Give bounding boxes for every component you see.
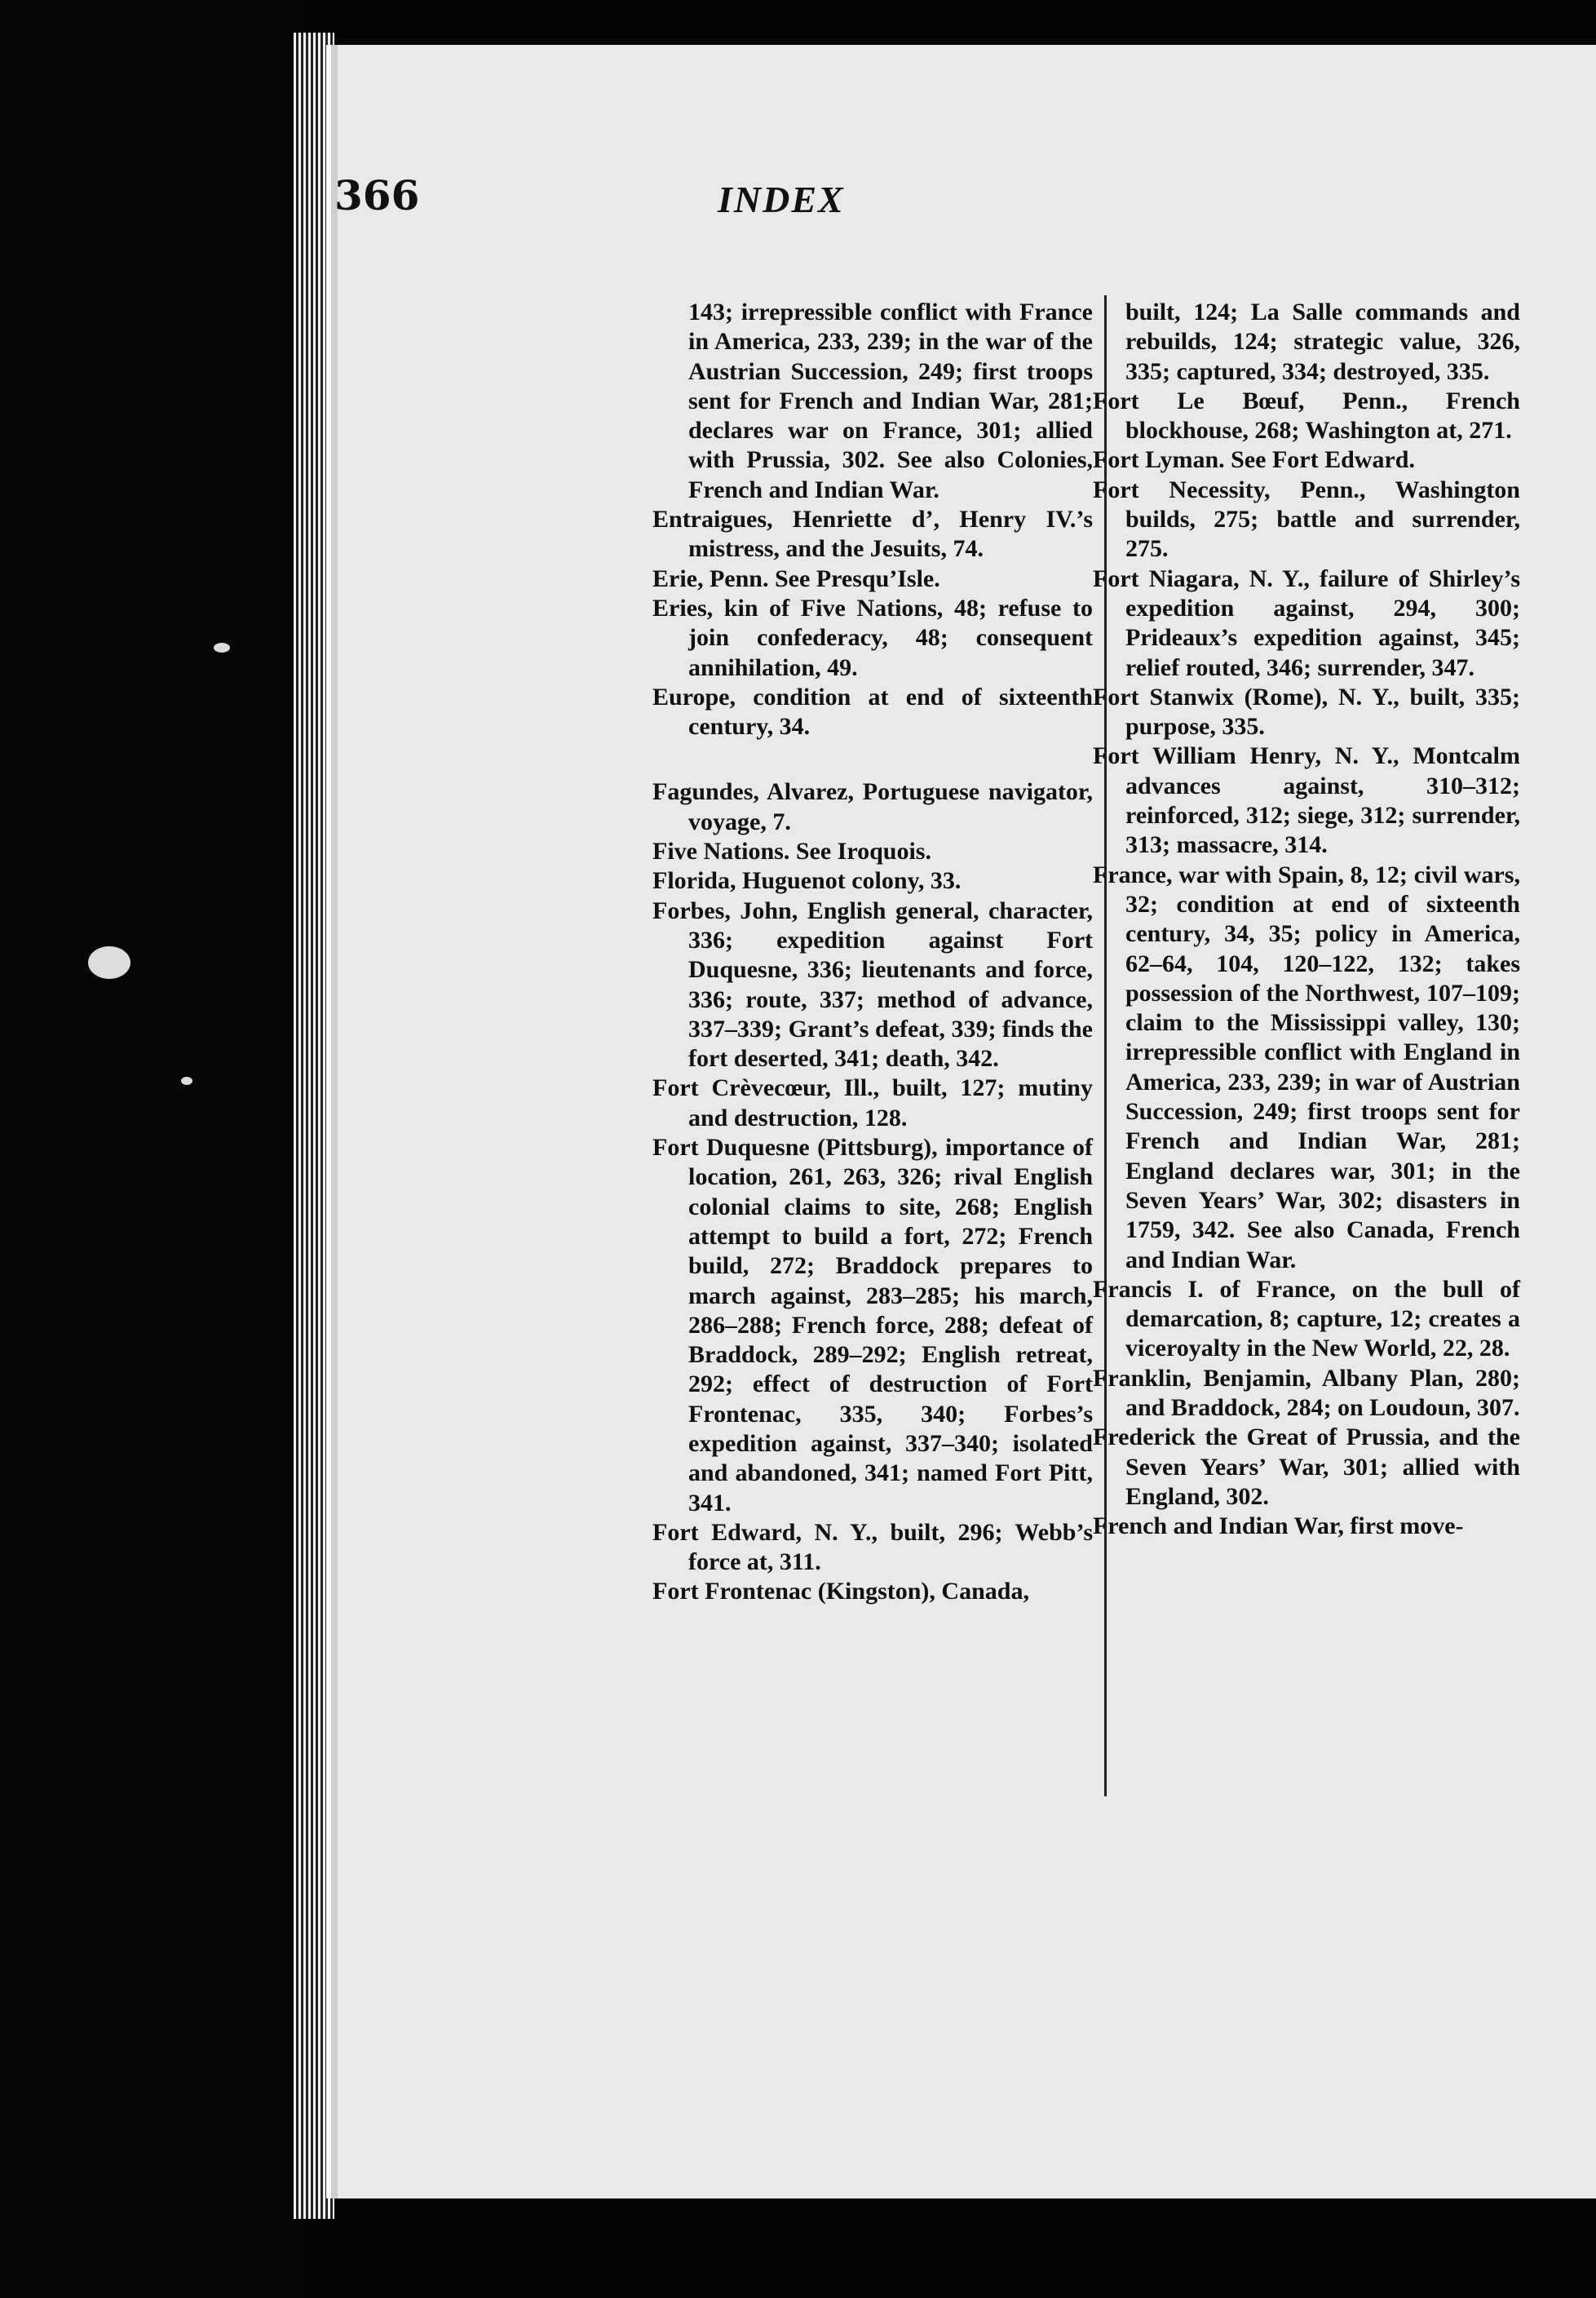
page-number: 366 [334,171,420,219]
index-entry: Fort Necessity, Penn., Washington builds, 275; battle and surrender, 275. [1093,476,1520,563]
index-entry: Fagundes, Alvarez, Portuguese navigator, voyage, 7. [652,778,1093,835]
index-entry: Eries, kin of Five Nations, 48; refuse to join confederacy, 48; consequent annihilation, 49. [652,594,1093,681]
index-entry: Fort Stanwix (Rome), N. Y., built, 335; purpose, 335. [1093,683,1520,741]
index-entry: Fort Frontenac (Kingston), Canada, [652,1578,1029,1605]
index-entry: Florida, Huguenot colony, 33. [652,867,962,895]
index-entry: Fort Lyman. See Fort Edward. [1093,446,1415,474]
index-column-right [1093,298,1520,1541]
dust-speck [181,1077,192,1085]
page-header [334,171,1231,245]
index-entry: Fort Le Bœuf, Penn., French blockhouse, 268; Washington at, 271. [1093,387,1520,445]
index-entry: Erie, Penn. See Presqu’Isle. [652,565,940,592]
page-gutter-edge [331,45,338,2198]
index-entry: Five Nations. See Iroquois. [652,838,931,866]
index-entry: French and Indian War, first move- [1093,1512,1464,1540]
index-entry: Fort Crèvecœur, Ill., built, 127; mutiny and destruction, 128. [652,1074,1093,1131]
index-entry: Frederick the Great of Prussia, and the Seven Years’ War, 301; allied with England, 302. [1093,1424,1520,1510]
dust-speck [88,946,130,979]
index-column-left [636,298,1093,1607]
index-entry: Francis I. of France, on the bull of demarcation, 8; capture, 12; creates a viceroyalty in the New World, 22, 28. [1093,1275,1520,1362]
index-entry: Entraigues, Henriette d’, Henry IV.’s mistress, and the Jesuits, 74. [652,506,1093,563]
index-entry: Fort William Henry, N. Y., Montcalm advances against, 310–312; reinforced, 312; siege, 312; surrender, 313; massacre, 314. [1093,742,1520,859]
letter-section-gap [636,742,1093,777]
index-entry: Fort Edward, N. Y., built, 296; Webb’s force at, 311. [652,1518,1093,1576]
index-entry: France, war with Spain, 8, 12; civil wars, 32; condition at end of sixteenth century, 34, 35; policy in America, 62–64, 104, 120–122, 132; takes possession of the Northwest, 107–109; claim to the Mississippi valley, 130; irrepressible conflict with England in America, 233, 239; in war of Austrian Succession, 249; first troops sent for French and Indian War, 281; England declares war, 301; in the Seven Years’ War, 302; disasters in 1759, 342. See also Canada, French and Indian War. [1093,861,1520,1273]
book-binding [0,0,303,2298]
index-entry: Fort Niagara, N. Y., failure of Shirley’s expedition against, 294, 300; Prideaux’s expedition against, 345; relief routed, 346; surrender, 347. [1093,565,1520,681]
index-entry: Forbes, John, English general, character, 336; expedition against Fort Duquesne, 336; lieutenants and force, 336; route, 337; method of advance, 337–339; Grant’s defeat, 339; finds the fort deserted, 341; death, 342. [652,897,1093,1073]
index-entry: Europe, condition at end of sixteenth century, 34. [652,683,1093,741]
dust-speck [214,643,230,653]
running-title: INDEX [718,179,845,220]
index-entry-continued: 143; irrepressible conflict with France in America, 233, 239; in the war of the Austrian Succession, 249; first troops sent for French and Indian War, 281; declares war on France, 301; allied with Prussia, 302. See also Colonies, French and Indian War. [688,299,1093,503]
index-entry: Fort Duquesne (Pittsburg), importance of location, 261, 263, 326; rival English colonial claims to site, 268; English attempt to build a fort, 272; French build, 272; Braddock prepares to march against, 283–285; his march, 286–288; French force, 288; defeat of Braddock, 289–292; English retreat, 292; effect of destruction of Fort Frontenac, 335, 340; Forbes’s expedition against, 337–340; isolated and abandoned, 341; named Fort Pitt, 341. [652,1134,1093,1517]
index-entry: Franklin, Benjamin, Albany Plan, 280; and Braddock, 284; on Loudoun, 307. [1093,1364,1520,1421]
index-entry-continued: built, 124; La Salle commands and rebuilds, 124; strategic value, 326, 335; captured, 334; destroyed, 335. [1125,299,1520,385]
